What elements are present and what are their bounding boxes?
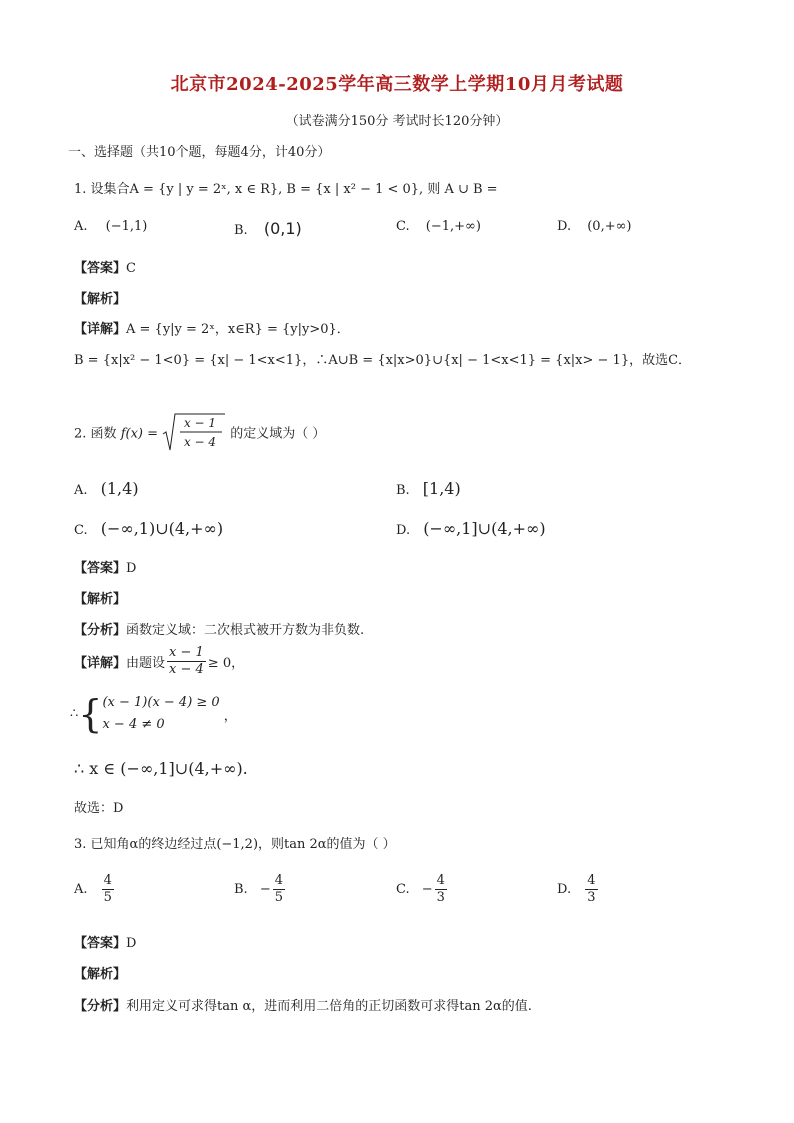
option-label: D. xyxy=(557,882,572,897)
option-text: (0,+∞) xyxy=(587,219,632,234)
option-label: C. xyxy=(396,882,410,897)
system-line-2: x − 4 ≠ 0 xyxy=(102,717,165,732)
q2-system xyxy=(70,692,237,736)
option-fraction xyxy=(273,873,285,906)
fraction-denominator: 3 xyxy=(587,890,596,905)
fenxi-text: 函数定义域：二次根式被开方数为非负数. xyxy=(126,623,365,638)
detail-text: A = {y|y = 2ˣ，x∈R} = {y|y>0}． xyxy=(126,322,350,337)
q2-option-b xyxy=(396,479,461,498)
fenxi-tag: 【分析】 xyxy=(74,999,127,1014)
system-lines xyxy=(102,692,219,736)
answer-tag: 【答案】 xyxy=(74,261,127,276)
fraction-numerator: x − 1 xyxy=(169,645,204,660)
q2-choose: 故选：D xyxy=(74,801,124,816)
option-text: (0,1) xyxy=(263,219,302,238)
fraction-denominator: 3 xyxy=(436,890,445,905)
fraction-denominator: 5 xyxy=(103,890,112,905)
q2-answer xyxy=(74,557,136,576)
q3-answer xyxy=(74,932,136,951)
q1-detail-line-1 xyxy=(74,318,350,337)
option-label: B. xyxy=(234,882,248,897)
q1-option-c xyxy=(396,219,481,234)
answer-tag: 【答案】 xyxy=(74,561,127,576)
system-line-1: (x − 1)(x − 4) ≥ 0 xyxy=(102,695,220,710)
sqrt-sign-icon xyxy=(162,412,226,452)
option-text: (−∞,1]∪(4,+∞) xyxy=(423,519,546,538)
option-text: [1,4) xyxy=(422,479,461,498)
fraction-numerator: 4 xyxy=(274,873,284,888)
option-label: B. xyxy=(234,223,248,238)
option-text: (−1,+∞) xyxy=(425,219,481,234)
q2-analysis-tag: 【解析】 xyxy=(74,592,127,607)
q2-result: ∴ x ∈ (−∞,1]∪(4,+∞). xyxy=(74,759,248,778)
q2-option-d xyxy=(396,519,546,538)
option-label: D. xyxy=(396,523,411,538)
fraction-numerator: 4 xyxy=(103,873,112,888)
detail-suffix: ≥ 0， xyxy=(207,656,245,671)
detail-tag: 【详解】 xyxy=(74,322,127,337)
sqrt-expression xyxy=(162,412,226,456)
page-title: 北京市2024-2025学年高三数学上学期10月月考试题 xyxy=(170,74,624,95)
answer-value: C xyxy=(126,261,136,276)
therefore-symbol: ∴ xyxy=(70,706,79,722)
answer-value: D xyxy=(126,561,137,576)
system-comma: ， xyxy=(223,708,237,724)
option-sign: − xyxy=(259,882,271,897)
fraction-numerator: 4 xyxy=(436,873,445,888)
q1-analysis-tag: 【解析】 xyxy=(74,292,127,307)
q3-fenxi xyxy=(74,995,532,1014)
sqrt-denominator: x − 4 xyxy=(184,435,217,449)
fenxi-tag: 【分析】 xyxy=(74,623,127,638)
q1-option-b xyxy=(234,219,302,238)
q2-fenxi xyxy=(74,619,364,638)
option-label: B. xyxy=(396,483,410,498)
detail-tag: 【详解】 xyxy=(74,656,127,671)
stem-suffix: 的定义域为（ ） xyxy=(230,426,326,442)
fraction-denominator: x − 4 xyxy=(169,662,204,677)
q1-option-a xyxy=(74,219,147,234)
function-name: f(x) = xyxy=(120,426,158,442)
fraction-numerator: 4 xyxy=(587,873,596,888)
option-sign: − xyxy=(421,882,433,897)
q2-option-a xyxy=(74,479,139,498)
q1-answer xyxy=(74,257,136,276)
q3-option-a xyxy=(74,873,116,906)
option-text: (−∞,1)∪(4,+∞) xyxy=(100,519,224,538)
fraction-denominator: 5 xyxy=(274,890,284,905)
option-label: D. xyxy=(557,219,572,234)
section-heading: 一、选择题（共10个题，每题4分，计40分） xyxy=(68,145,331,160)
option-label: C. xyxy=(74,523,88,538)
answer-value: D xyxy=(126,936,137,951)
detail-fraction xyxy=(167,645,206,678)
exam-info: （试卷满分150分 考试时长120分钟） xyxy=(285,114,509,129)
question-1-stem: 1. 设集合A = {y | y = 2ˣ, x ∈ R}, B = {x | x² − 1 < 0}, 则 A ∪ B = xyxy=(74,182,498,197)
fenxi-text: 利用定义可求得tan α，进而利用二倍角的正切函数可求得tan 2α的值. xyxy=(126,999,532,1014)
q1-detail-line-2: B = {x|x² − 1<0} = {x| − 1<x<1}，∴A∪B = {x|x>0}∪{x| − 1<x<1} = {x|x> − 1}，故选C． xyxy=(74,353,692,368)
q3-option-b xyxy=(234,873,287,906)
option-label: A. xyxy=(74,483,88,498)
option-fraction xyxy=(102,873,114,906)
question-3-stem: 3. 已知角α的终边经过点(−1,2)，则tan 2α的值为（ ） xyxy=(74,837,396,852)
stem-prefix: 2. 函数 xyxy=(74,426,117,442)
option-fraction xyxy=(585,873,597,906)
option-label: A. xyxy=(74,219,88,234)
left-brace-icon: { xyxy=(78,692,103,736)
detail-prefix: 由题设 xyxy=(126,656,166,671)
answer-tag: 【答案】 xyxy=(74,936,127,951)
question-2-stem xyxy=(74,412,325,456)
q3-analysis-tag: 【解析】 xyxy=(74,967,127,982)
q3-option-d xyxy=(557,873,600,906)
option-text: (1,4) xyxy=(100,479,139,498)
option-fraction xyxy=(435,873,447,906)
sqrt-numerator: x − 1 xyxy=(184,416,217,430)
option-label: A. xyxy=(74,882,88,897)
q2-detail xyxy=(74,645,244,678)
option-text: (−1,1) xyxy=(105,219,148,234)
q1-option-d xyxy=(557,219,632,234)
q3-option-c xyxy=(396,873,449,906)
q2-option-c xyxy=(74,519,223,538)
option-label: C. xyxy=(396,219,410,234)
